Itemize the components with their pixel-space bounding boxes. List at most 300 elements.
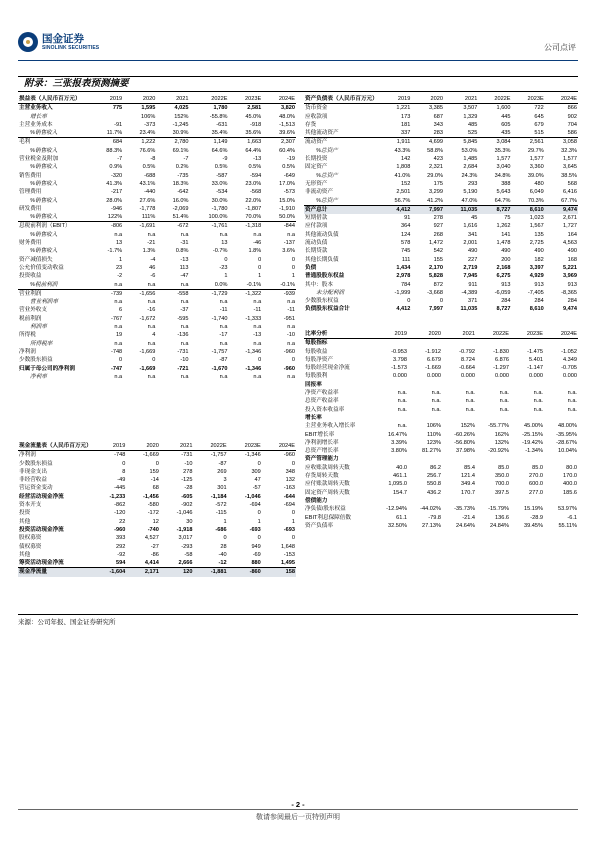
cell-value: 30 xyxy=(186,518,193,525)
row-label: 毛利 xyxy=(18,138,90,147)
cell-value xyxy=(510,497,544,505)
cell-value: -806 xyxy=(90,222,123,231)
cell-value: 485 xyxy=(467,121,478,128)
cell-value: 175 xyxy=(433,180,443,187)
table-row xyxy=(304,297,578,305)
table-row xyxy=(304,505,578,513)
cell-value: -860 xyxy=(228,568,262,577)
cell-value: -58 xyxy=(184,551,193,558)
table-row xyxy=(18,460,296,468)
cell-value: 1,780 xyxy=(213,105,228,112)
cell-value: n.a. xyxy=(465,398,475,405)
cell-value: -1.052 xyxy=(561,348,577,355)
table-row xyxy=(18,356,296,364)
cell-value: 4,527 xyxy=(144,535,159,542)
cell-value: 4,563 xyxy=(563,240,577,247)
row-label: 投资活动现金净流 xyxy=(19,526,64,533)
cell-value: -7 xyxy=(117,156,123,163)
year-header: 2022E xyxy=(193,442,227,451)
cell-value: 6 xyxy=(119,307,123,314)
cell-value: 16.0% xyxy=(172,197,189,204)
cell-value: 645 xyxy=(534,113,544,120)
row-label: 长期贷款 xyxy=(305,248,328,255)
cell-value: 58.8% xyxy=(427,147,443,154)
table-row xyxy=(18,155,296,163)
cell-value: 1,577 xyxy=(496,156,511,163)
cell-value: 142 xyxy=(401,156,411,163)
year-header: 2024E xyxy=(262,95,296,104)
cell-value: 525 xyxy=(467,130,478,137)
cell-value: 1 xyxy=(258,273,262,280)
cell-value: 56.7% xyxy=(394,197,411,204)
cell-value: 2,561 xyxy=(512,138,545,147)
cell-value: -731 xyxy=(181,452,193,459)
cell-value: n.a. xyxy=(431,390,441,397)
row-label: 其他长期负债 xyxy=(305,256,339,263)
cell-value: n.a. xyxy=(567,406,577,413)
cell-value: 35.3% xyxy=(494,147,511,154)
cell-value: 32.3% xyxy=(561,147,577,154)
row-label: 营业利润 xyxy=(18,289,90,298)
cell-value: 913 xyxy=(501,281,511,288)
cell-value: 168 xyxy=(567,256,577,263)
row-label: EBIT利息保障倍数 xyxy=(305,514,351,521)
table-row xyxy=(18,197,296,205)
cell-value: 55.11% xyxy=(558,522,577,529)
row-label: 税前利润 xyxy=(19,315,42,322)
cell-value: 23 xyxy=(115,264,123,271)
cell-value: -4 xyxy=(150,256,156,263)
cell-value: 490 xyxy=(567,248,577,255)
row-label: 流动资产 xyxy=(304,138,379,147)
cell-value: -6,059 xyxy=(494,289,511,296)
cell-value: -0.1% xyxy=(246,281,262,288)
balance-title: 资产负债表（人民币百万元） xyxy=(305,96,378,102)
cell-value: -1,184 xyxy=(210,493,227,500)
table-row xyxy=(304,281,578,289)
table-row xyxy=(304,472,578,480)
cell-value: 67.7% xyxy=(561,197,577,204)
year-header: 2023E xyxy=(228,95,262,104)
cell-value: 0 xyxy=(257,535,261,542)
ratios-table xyxy=(304,330,578,530)
cell-value xyxy=(374,414,408,422)
cell-value: 4.349 xyxy=(563,356,577,363)
cell-value: -0.705 xyxy=(561,365,577,372)
cell-value: -693 xyxy=(283,526,295,533)
year-header: 2022E xyxy=(190,95,229,104)
table-row xyxy=(18,247,296,255)
cell-value xyxy=(374,497,408,505)
cell-value: -19.42% xyxy=(522,439,543,446)
cell-value: 132% xyxy=(494,439,509,446)
year-header: 2020 xyxy=(123,95,156,104)
cell-value: 2,684 xyxy=(463,164,478,171)
cell-value: 550.8 xyxy=(427,481,441,488)
cell-value: n.a. xyxy=(465,406,475,413)
row-label: 应付款项 xyxy=(305,223,328,230)
cell-value: -1,740 xyxy=(211,315,228,322)
table-row xyxy=(18,373,296,381)
table-row xyxy=(304,348,578,356)
cell-value: -137 xyxy=(283,240,295,247)
cell-value: n.a xyxy=(180,281,189,288)
cell-value: 3.798 xyxy=(393,356,407,363)
cell-value: n.a xyxy=(180,324,189,331)
cell-value: 6,049 xyxy=(529,189,544,196)
table-row xyxy=(18,104,296,113)
cell-value: -1,346 xyxy=(245,365,262,372)
cell-value: -69 xyxy=(252,551,261,558)
cell-value: 61.1 xyxy=(396,514,407,521)
cell-value: -445 xyxy=(114,485,126,492)
cell-value: 1,023 xyxy=(529,215,544,222)
cell-value: 29.7% xyxy=(527,147,544,154)
cashflow-table xyxy=(18,442,296,577)
table-row xyxy=(18,188,296,196)
cell-value: 43.1% xyxy=(139,180,156,187)
cell-value: 278 xyxy=(433,215,443,222)
cell-value: 397.5 xyxy=(495,489,509,496)
row-label: 偿债能力 xyxy=(305,497,328,504)
cell-value: 1,485 xyxy=(463,156,478,163)
cell-value: -14 xyxy=(150,477,159,484)
row-label: 非经营收益 xyxy=(19,477,47,484)
cell-value: 2,170 xyxy=(428,264,443,271)
row-label: 营业外收支 xyxy=(19,307,47,314)
cell-value: 1,727 xyxy=(563,223,577,230)
cell-value xyxy=(544,497,578,505)
cell-value: -644 xyxy=(283,493,295,500)
cell-value: 704 xyxy=(567,121,577,128)
cell-value: 436.2 xyxy=(427,489,441,496)
cell-value: 3.6% xyxy=(282,248,295,255)
cell-value: 578 xyxy=(401,240,411,247)
cell-value: n.a xyxy=(180,299,189,306)
table-row xyxy=(18,331,296,339)
cell-value: -0.953 xyxy=(391,348,407,355)
row-label: 非流动资产 xyxy=(305,189,333,196)
cell-value: n.a xyxy=(253,373,262,380)
cell-value: -605 xyxy=(181,493,193,500)
cell-value: n.a xyxy=(253,340,262,347)
cell-value: 3,299 xyxy=(428,189,443,196)
cell-value: 45.0% xyxy=(245,113,262,120)
cell-value: 141 xyxy=(501,231,511,238)
row-label: 资产负债率 xyxy=(305,522,333,529)
cell-value: n.a xyxy=(180,231,189,238)
appendix-title: 附录：三张报表预测摘要 xyxy=(18,76,578,92)
cell-value: 12 xyxy=(152,518,159,525)
cell-value: 170.0 xyxy=(563,473,577,480)
table-row xyxy=(18,568,296,577)
cell-value: -7,405 xyxy=(527,289,544,296)
cell-value: 3,360 xyxy=(529,164,544,171)
cell-value: 5,845 xyxy=(444,138,478,147)
cell-value: -1,757 xyxy=(211,348,228,355)
cell-value: -49 xyxy=(117,477,126,484)
row-label: 利润率 xyxy=(30,324,47,331)
cell-value: 0.000 xyxy=(427,373,441,380)
row-label: 营业税金及附加 xyxy=(19,156,59,163)
cell-value: 68 xyxy=(152,485,159,492)
cell-value: 85.0 xyxy=(532,464,543,471)
table-row xyxy=(18,239,296,247)
cell-value: 106% xyxy=(141,113,156,120)
cell-value: -1,807 xyxy=(245,205,262,212)
cell-value: 173 xyxy=(401,113,411,120)
cell-value: 152% xyxy=(174,113,189,120)
cell-value: 110% xyxy=(427,431,441,438)
table-row xyxy=(304,121,578,129)
cell-value: 11,035 xyxy=(460,306,478,313)
table-row xyxy=(18,281,296,290)
row-label: %销售收入 xyxy=(30,147,58,154)
cell-value: n.a. xyxy=(533,406,543,413)
cell-value: 270.0 xyxy=(529,473,543,480)
table-row xyxy=(18,138,296,147)
cell-value: -747 xyxy=(110,365,123,372)
cell-value: -10 xyxy=(286,332,295,339)
cell-value: 7,997 xyxy=(411,205,444,214)
cell-value xyxy=(476,455,510,463)
cell-value xyxy=(442,414,476,422)
cell-value: 4,412 xyxy=(396,306,411,313)
cell-value: 88.3% xyxy=(106,147,123,154)
cell-value: -1,672 xyxy=(139,315,156,322)
cell-value: -293 xyxy=(181,543,193,550)
row-label: 主营业务收入增长率 xyxy=(305,423,356,430)
cell-value: 5,190 xyxy=(463,189,478,196)
cell-value: n.a xyxy=(114,324,123,331)
cell-value: 51.4% xyxy=(172,214,189,221)
row-label: 固定资产周转天数 xyxy=(305,489,350,496)
cell-value: -1.573 xyxy=(391,365,407,372)
cell-value: 106% xyxy=(426,423,441,430)
cell-value: n.a. xyxy=(499,398,509,405)
table-row xyxy=(18,315,296,323)
cell-value: n.a xyxy=(253,324,262,331)
cell-value: -55.8% xyxy=(209,113,228,120)
cell-value: -115 xyxy=(215,510,227,517)
cell-value: -572 xyxy=(215,502,227,509)
row-label: 无形资产 xyxy=(305,180,328,187)
cell-value: -13 xyxy=(253,332,262,339)
cell-value: 1,911 xyxy=(379,138,412,147)
row-label: 资产管理能力 xyxy=(305,456,339,463)
table-row xyxy=(304,422,578,430)
cell-value: -672 xyxy=(156,222,189,231)
cell-value: 3,084 xyxy=(478,138,511,147)
cell-value: -1,669 xyxy=(139,365,156,372)
cell-value: -587 xyxy=(216,172,228,179)
cell-value: 1,095.0 xyxy=(388,481,407,488)
table-row xyxy=(304,138,578,147)
cell-value: 10.04% xyxy=(558,448,577,455)
cell-value: -47 xyxy=(180,273,189,280)
cell-value: 490 xyxy=(534,248,544,255)
cell-value: -6 xyxy=(150,273,156,280)
cell-value: 40.0 xyxy=(396,464,407,471)
table-row xyxy=(304,104,578,113)
row-label: 营运资金变动 xyxy=(19,485,53,492)
cell-value: 227 xyxy=(467,256,478,263)
row-label: 所得税 xyxy=(19,332,36,339)
row-label: 投入资本收益率 xyxy=(305,406,345,413)
row-label: %销售收入 xyxy=(30,231,58,238)
cell-value: -0.664 xyxy=(459,365,475,372)
table-header-row xyxy=(304,330,578,339)
table-row xyxy=(18,147,296,155)
cell-value: 2,978 xyxy=(396,273,411,280)
cell-value: 1,495 xyxy=(281,560,295,567)
year-header: 2020 xyxy=(126,442,160,451)
cell-value: 364 xyxy=(401,223,411,230)
table-row xyxy=(304,239,578,247)
table-row xyxy=(304,356,578,364)
cell-value: 0 xyxy=(224,256,228,263)
cell-value: 75 xyxy=(504,215,511,222)
table-row xyxy=(18,484,296,492)
cell-value xyxy=(442,497,476,505)
year-header: 2020 xyxy=(408,330,442,339)
cell-value: -0.792 xyxy=(459,348,475,355)
table-row xyxy=(18,231,296,239)
cell-value: -740 xyxy=(147,526,159,533)
cell-value: -1,513 xyxy=(279,121,295,128)
cell-value: 100.0% xyxy=(208,214,228,221)
table-row xyxy=(18,526,296,534)
row-label: 资本开支 xyxy=(19,502,42,509)
cell-value: 4,699 xyxy=(411,138,444,147)
cell-value: 3,969 xyxy=(563,273,577,280)
cell-value: -1,910 xyxy=(279,205,295,212)
cell-value: 0 xyxy=(257,510,261,517)
cell-value: n.a xyxy=(147,324,156,331)
cell-value: n.a xyxy=(114,281,123,288)
cell-value: 6.679 xyxy=(427,356,441,363)
cell-value: 38.5% xyxy=(561,172,577,179)
cell-value: 17.0% xyxy=(279,180,295,187)
cell-value: 0 xyxy=(291,535,295,542)
row-label: 负债股东权益合计 xyxy=(305,306,350,313)
cell-value: n.a xyxy=(114,373,123,380)
cell-value: 309 xyxy=(251,468,261,475)
page-number: - 2 - xyxy=(291,800,305,809)
row-label: 主营业务收入 xyxy=(19,105,53,112)
row-label: 筹资活动现金净流 xyxy=(19,560,64,567)
cell-value: 605 xyxy=(501,121,511,128)
cell-value: 0 xyxy=(291,264,295,271)
row-label: 其他 xyxy=(19,518,31,525)
cell-value: 0.000 xyxy=(529,373,543,380)
cell-value: 1,221 xyxy=(396,105,411,112)
cell-value: -92 xyxy=(117,551,126,558)
cell-value: 18.3% xyxy=(172,180,189,187)
cell-value: n.a. xyxy=(567,390,577,397)
cell-value: 902 xyxy=(567,113,577,120)
cell-value: 1.8% xyxy=(248,248,262,255)
cell-value: 2,171 xyxy=(126,568,160,577)
cell-value: 132 xyxy=(285,477,295,484)
cell-value: -960 xyxy=(283,365,295,372)
cell-value: 85.0 xyxy=(498,464,509,471)
cell-value: 53.0% xyxy=(461,147,478,154)
cell-value: -217 xyxy=(110,189,123,196)
cell-value: 7,945 xyxy=(463,273,478,280)
cell-value: 301 xyxy=(217,485,227,492)
table-row xyxy=(304,272,578,280)
cell-value: 0 xyxy=(291,256,295,263)
cell-value: 5,643 xyxy=(496,189,511,196)
cell-value: -37 xyxy=(180,307,189,314)
cell-value: -918 xyxy=(250,121,262,128)
cell-value: 35.6% xyxy=(245,130,262,137)
cell-value: 81.27% xyxy=(422,448,441,455)
row-label: 未分配利润 xyxy=(316,289,344,296)
table-row xyxy=(18,205,296,213)
table-row xyxy=(18,129,296,138)
cell-value: 24.84% xyxy=(490,522,509,529)
cell-value: 393 xyxy=(115,535,126,542)
cell-value: n.a xyxy=(253,231,262,238)
cell-value: 45.00% xyxy=(524,423,543,430)
cell-value: -1.475 xyxy=(527,348,543,355)
row-label: 净利率 xyxy=(30,373,47,380)
cell-value: -57 xyxy=(252,485,261,492)
table-row xyxy=(18,121,296,129)
cell-value: 1 xyxy=(223,518,227,525)
cell-value: -79.8 xyxy=(428,514,441,521)
row-label: 短期借款 xyxy=(305,215,328,222)
table-row xyxy=(304,406,578,414)
cell-value: 722 xyxy=(534,105,544,112)
table-row xyxy=(18,493,296,501)
cell-value: 4,929 xyxy=(529,273,544,280)
row-label: 其他 xyxy=(19,551,31,558)
row-label: 现金净流量 xyxy=(18,568,93,577)
cell-value: 86.2 xyxy=(430,464,441,471)
cell-value: n.a. xyxy=(431,406,441,413)
cell-value: 3 xyxy=(223,477,227,484)
cell-value: 39.45% xyxy=(524,522,543,529)
cell-value: 19 xyxy=(115,332,123,339)
cell-value: 341 xyxy=(467,231,478,238)
table-row xyxy=(304,231,578,239)
row-label: 债权募资 xyxy=(19,543,42,550)
table-header-row xyxy=(304,95,578,104)
cell-value: 164 xyxy=(567,231,577,238)
cell-value xyxy=(544,339,578,348)
cell-value: -693 xyxy=(249,526,261,533)
table-row xyxy=(304,113,578,121)
cell-value: 80.0 xyxy=(566,464,577,471)
cell-value: 123% xyxy=(426,439,441,446)
cell-value: -13 xyxy=(253,156,262,163)
cell-value: -1,669 xyxy=(139,348,156,355)
table-row xyxy=(18,509,296,517)
cell-value: 1 xyxy=(224,273,228,280)
row-label: %销售收入 xyxy=(30,214,58,221)
cell-value: -11 xyxy=(287,307,295,314)
cell-value: 3,385 xyxy=(428,105,443,112)
cell-value: -1,729 xyxy=(190,289,229,298)
cell-value: -1,346 xyxy=(244,452,261,459)
table-row xyxy=(304,214,578,222)
table-row xyxy=(304,188,578,196)
table-row xyxy=(18,213,296,222)
cell-value: 34.8% xyxy=(494,172,511,179)
